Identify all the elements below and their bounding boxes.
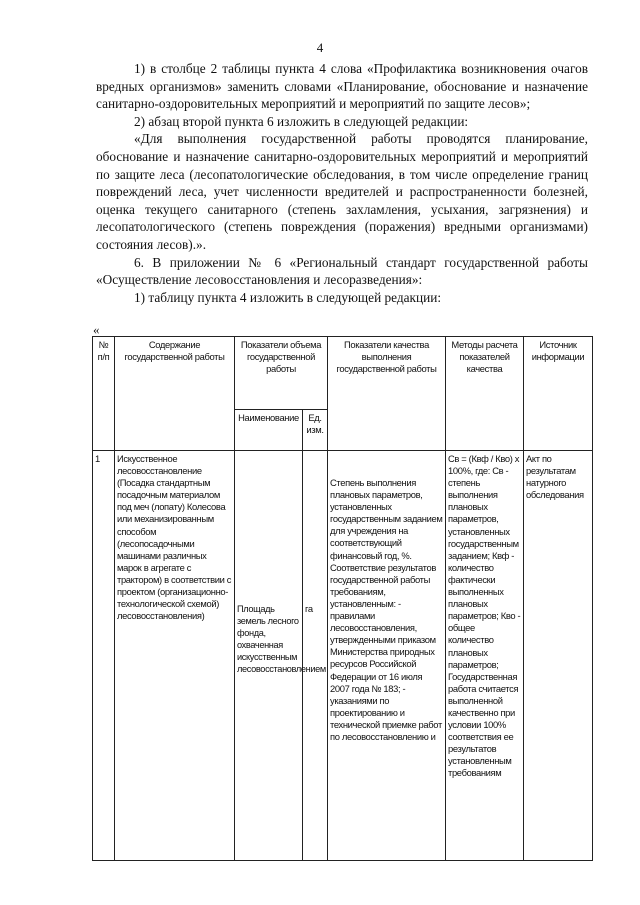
header-source: Источник информации <box>524 337 593 451</box>
page-number: 4 <box>316 40 324 55</box>
paragraph-2: 2) абзац второй пункта 6 изложить в следующей редакции: <box>134 113 469 129</box>
table-row <box>93 451 593 861</box>
cell-num: 1 <box>93 451 115 861</box>
standard-table <box>92 336 593 861</box>
header-volume-name: Наименование <box>235 410 303 451</box>
paragraph-4: 6. В приложении № 6 «Региональный стандарт государственной работы «Осуществление лесовосстановления и лесоразведения»: <box>96 254 588 288</box>
header-content: Содержание государственной работы <box>115 337 235 451</box>
header-quality: Показатели качества выполнения государственной работы <box>328 337 446 451</box>
cell-content: Искусственное лесовосстановление (Посадка стандартным посадочным материалом под меч (лопату) Колесова или механизированным способом (лесопосадочными машинами различных марок в агрегате с трактором) в соответствии с проектом (организационно-технологической схемой) лесовосстановления) <box>115 451 235 861</box>
body-text <box>96 60 588 306</box>
header-num: № п/п <box>93 337 115 451</box>
header-methods: Методы расчета показателей качества <box>446 337 524 451</box>
paragraph-1: 1) в столбце 2 таблицы пункта 4 слова «Профилактика возникновения очагов вредных организмов» заменить словами «Планирование, обоснование и назначение санитарно-оздоровительных мероприятий и мероприятий по защите лесов»; <box>96 61 588 112</box>
cell-volume-name: Площадь земель лесного фонда, охваченная искусственным лесовосстановлением <box>237 604 326 675</box>
cell-quality: Степень выполнения плановых параметров, установленных государственным заданием для учреждения на соответствующий финансовый год, %. Соответствие результатов государственной работы требованиям, установленным: - правилами лесовосстановления, утвержденными приказом Министерства природных ресурсов Российской Федерации от 16 июля 2007 года № 183; - указаниями по проектированию и технической приемке работ по лесовосстановлению и <box>330 477 443 742</box>
header-volume-unit: Ед. изм. <box>303 410 328 451</box>
paragraph-5: 1) таблицу пункта 4 изложить в следующей редакции: <box>134 289 442 305</box>
paragraph-3: «Для выполнения государственной работы проводятся планирование, обоснование и назначение санитарно-оздоровительных мероприятий и мероприятий по защите леса (лесопатологические обследования, в том числе определение границ повреждений леса, учет численности вредителей и распространенности болезней, оценка текущего санитарного (степень захламления, усыхания, загрязнения) и лесопатологического (степень повреждения (поражения) вредными организмами) состояния лесов).». <box>96 131 588 252</box>
header-volume: Показатели объема государственной работы <box>235 337 328 410</box>
cell-source: Акт по результатам натурного обследования <box>524 451 593 861</box>
opening-quote: « <box>93 322 100 337</box>
cell-methods: Св = (Квф / Кво) х 100%, где: Св - степень выполнения плановых параметров, установленных государственным заданием; Квф - количество фактически выполненных плановых параметров; Кво - общее количество плановых параметров; Государственная работа считается выполненной качественно при условии 100% соответствия ее результатов установленным требованиям <box>446 451 524 861</box>
cell-volume-unit: га <box>305 603 313 614</box>
